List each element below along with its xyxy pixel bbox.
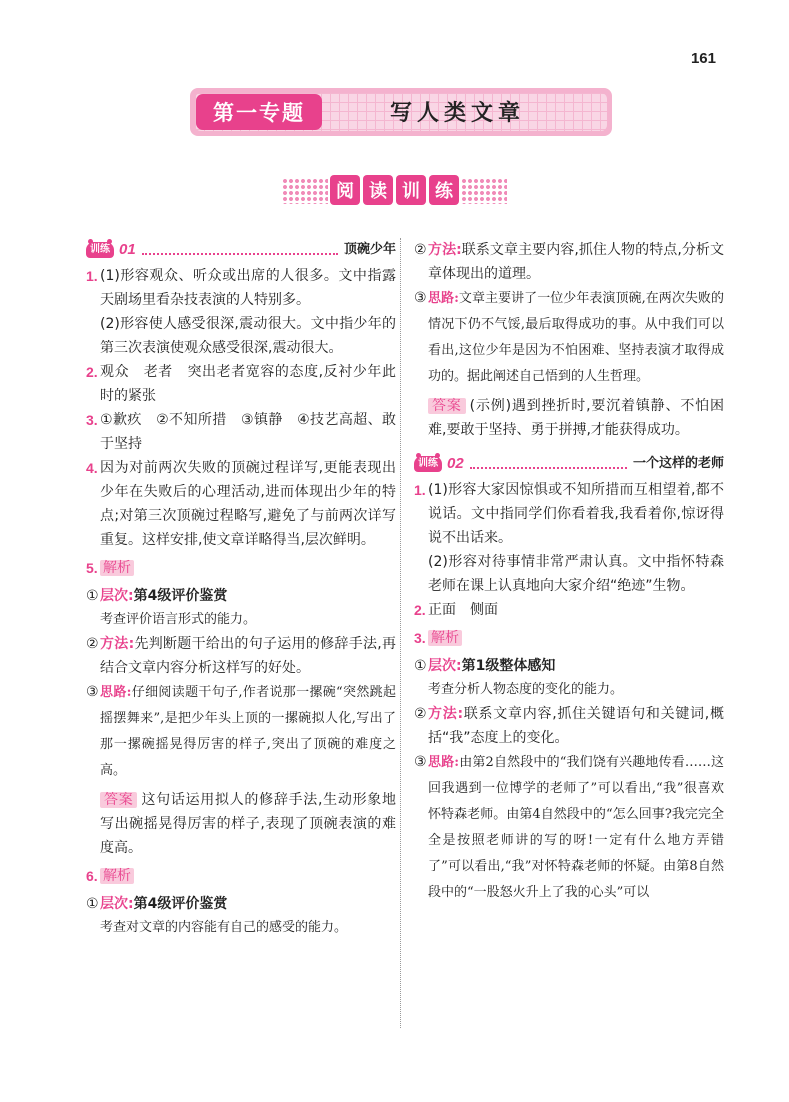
analysis-text: 先判断题干给出的句子运用的修辞手法,再结合文章内容分析这样写的好处。 bbox=[100, 636, 396, 676]
analysis-label: 层次: bbox=[100, 588, 134, 604]
answer-text: 正面 侧面 bbox=[428, 602, 498, 618]
question-number: 3. bbox=[86, 412, 98, 428]
analysis-label: 思路: bbox=[428, 291, 459, 306]
analysis-thought bbox=[414, 286, 724, 390]
answer-text: 因为对前两次失败的顶碗过程详写,更能表现出少年在失败后的心理活动,进而体现出少年的特点;对第三次顶碗过程略写,避免了与前两次详写重复。这样安排,使文章详略得当,层次鲜明。 bbox=[100, 460, 396, 548]
dots-decoration-left bbox=[282, 178, 328, 204]
answer-text: (2)形容对待事情非常严肃认真。文中指怀特森老师在课上认真地向大家介绍“绝迹”生物。 bbox=[428, 554, 724, 594]
answer-text: ①歉疚 ②不知所措 ③镇静 ④技艺高超、敢于坚持 bbox=[100, 412, 396, 452]
answer-block bbox=[86, 788, 396, 860]
analysis-level bbox=[86, 892, 396, 916]
analysis-text: 第1级整体感知 bbox=[461, 658, 556, 674]
analysis-note: 考查对文章的内容能有自己的感受的能力。 bbox=[100, 920, 348, 935]
training-badge-icon: 训练 bbox=[414, 456, 442, 472]
circled-number: ③ bbox=[86, 684, 99, 700]
analysis-text: 由第2自然段中的“我们饶有兴趣地传看……这回我遇到一位博学的老师了”可以看出,“我”很喜欢怀特森老师。由第4自然段中的“怎么回事?我完完全全是按照老师讲的写的呀!一定有什么地方弄错了”可以看出,“我”对怀特森老师的怀疑。由第8自然段中的“一股怒火升上了我的心头”可以 bbox=[428, 755, 724, 900]
banner-label-text: 第一专题 bbox=[213, 101, 305, 125]
analysis-label: 思路: bbox=[100, 685, 132, 700]
circled-number: ③ bbox=[414, 290, 427, 306]
answer-tag: 答案 bbox=[100, 792, 137, 808]
training-number: 01 bbox=[119, 241, 136, 258]
training-number: 02 bbox=[447, 455, 464, 472]
dotted-leader bbox=[142, 253, 338, 255]
training-header-02 bbox=[414, 452, 724, 476]
section-heading bbox=[282, 175, 507, 207]
answer-text: 观众 老者 突出老者宽容的态度,反衬少年此时的紧张 bbox=[100, 364, 396, 404]
analysis-text: 第4级评价鉴赏 bbox=[133, 588, 228, 604]
analysis-thought bbox=[86, 680, 396, 784]
question-1 bbox=[86, 264, 396, 360]
question-3 bbox=[86, 408, 396, 456]
question-number: 5. bbox=[86, 560, 98, 576]
section-title-char: 阅 bbox=[330, 175, 360, 205]
analysis-text: 文章主要讲了一位少年表演顶碗,在两次失败的情况下仍不气馁,最后取得成功的事。从中我们可以看出,这位少年是因为不怕困难、坚持表演才取得成功的。据此阐述自己悟到的人生哲理。 bbox=[428, 291, 724, 384]
analysis-label: 层次: bbox=[100, 896, 134, 912]
banner-label bbox=[196, 94, 322, 130]
section-title-char: 训 bbox=[396, 175, 426, 205]
analysis-tag: 解析 bbox=[100, 560, 134, 576]
circled-number: ② bbox=[414, 242, 427, 258]
topic-banner bbox=[190, 88, 612, 136]
training-title: 顶碗少年 bbox=[343, 242, 396, 257]
analysis-level bbox=[86, 584, 396, 608]
question-2 bbox=[86, 360, 396, 408]
analysis-label: 思路: bbox=[428, 755, 460, 770]
question-number: 2. bbox=[414, 602, 426, 618]
answer-text: (1)形容观众、听众或出席的人很多。文中指露天剧场里看杂技表演的人特别多。 bbox=[100, 268, 396, 308]
analysis-method bbox=[414, 238, 724, 286]
section-title-char: 练 bbox=[429, 175, 459, 205]
question-6 bbox=[86, 864, 396, 888]
answer-text: (1)形容大家因惊惧或不知所措而互相望着,都不说话。文中指同学们你看着我,我看着你,惊讶得说不出话来。 bbox=[428, 482, 724, 546]
analysis-text: 第4级评价鉴赏 bbox=[133, 896, 228, 912]
analysis-label: 方法: bbox=[100, 636, 135, 652]
question-2 bbox=[414, 598, 724, 622]
answer-text: (2)形容使人感受很深,震动很大。文中指少年的第三次表演使观众感受很深,震动很大。 bbox=[100, 316, 396, 356]
column-divider bbox=[400, 238, 401, 1028]
circled-number: ① bbox=[414, 658, 427, 674]
analysis-label: 层次: bbox=[428, 658, 462, 674]
analysis-thought bbox=[414, 750, 724, 906]
answer-text: (示例)遇到挫折时,要沉着镇静、不怕困难,要敢于坚持、勇于拼搏,才能获得成功。 bbox=[428, 398, 725, 438]
analysis-method bbox=[86, 632, 396, 680]
analysis-tag: 解析 bbox=[100, 868, 134, 884]
question-3 bbox=[414, 626, 724, 650]
question-number: 1. bbox=[414, 482, 426, 498]
answer-text: 这句话运用拟人的修辞手法,生动形象地写出碗摇晃得厉害的样子,表现了顶碗表演的难度高。 bbox=[100, 792, 397, 856]
circled-number: ② bbox=[414, 706, 427, 722]
section-title bbox=[330, 175, 459, 205]
banner-title: 写人类文章 bbox=[390, 101, 526, 126]
training-badge-icon: 训练 bbox=[86, 242, 114, 258]
answer-block bbox=[414, 394, 724, 442]
circled-number: ② bbox=[86, 636, 99, 652]
analysis-tag: 解析 bbox=[428, 630, 462, 646]
answer-tag: 答案 bbox=[428, 398, 466, 414]
question-5 bbox=[86, 556, 396, 580]
analysis-method bbox=[414, 702, 724, 750]
training-header-01 bbox=[86, 238, 396, 262]
analysis-label: 方法: bbox=[428, 242, 462, 258]
analysis-note: 考查评价语言形式的能力。 bbox=[100, 612, 257, 627]
analysis-text: 仔细阅读题干句子,作者说那一摞碗“突然跳起摇摆舞来”,是把少年头上顶的一摞碗拟人化,写出了那一摞碗摇晃得厉害的样子,突出了顶碗的难度之高。 bbox=[100, 685, 396, 778]
question-number: 4. bbox=[86, 460, 98, 476]
page-number: 161 bbox=[690, 50, 716, 67]
question-number: 6. bbox=[86, 868, 98, 884]
question-number: 3. bbox=[414, 630, 426, 646]
analysis-text: 联系文章内容,抓住关键语句和关键词,概括“我”态度上的变化。 bbox=[428, 706, 724, 746]
circled-number: ① bbox=[86, 896, 99, 912]
training-title: 一个这样的老师 bbox=[632, 456, 724, 471]
analysis-text: 联系文章主要内容,抓住人物的特点,分析文章体现出的道理。 bbox=[428, 242, 724, 282]
section-title-char: 读 bbox=[363, 175, 393, 205]
analysis-level bbox=[414, 654, 724, 678]
question-number: 2. bbox=[86, 364, 98, 380]
dotted-leader bbox=[470, 467, 627, 469]
circled-number: ① bbox=[86, 588, 99, 604]
circled-number: ③ bbox=[414, 754, 427, 770]
question-4 bbox=[86, 456, 396, 552]
question-number: 1. bbox=[86, 268, 98, 284]
left-column bbox=[86, 238, 396, 940]
right-column bbox=[414, 238, 724, 906]
analysis-note: 考查分析人物态度的变化的能力。 bbox=[428, 682, 624, 697]
dots-decoration-right bbox=[461, 178, 507, 204]
question-1 bbox=[414, 478, 724, 598]
analysis-label: 方法: bbox=[428, 706, 464, 722]
